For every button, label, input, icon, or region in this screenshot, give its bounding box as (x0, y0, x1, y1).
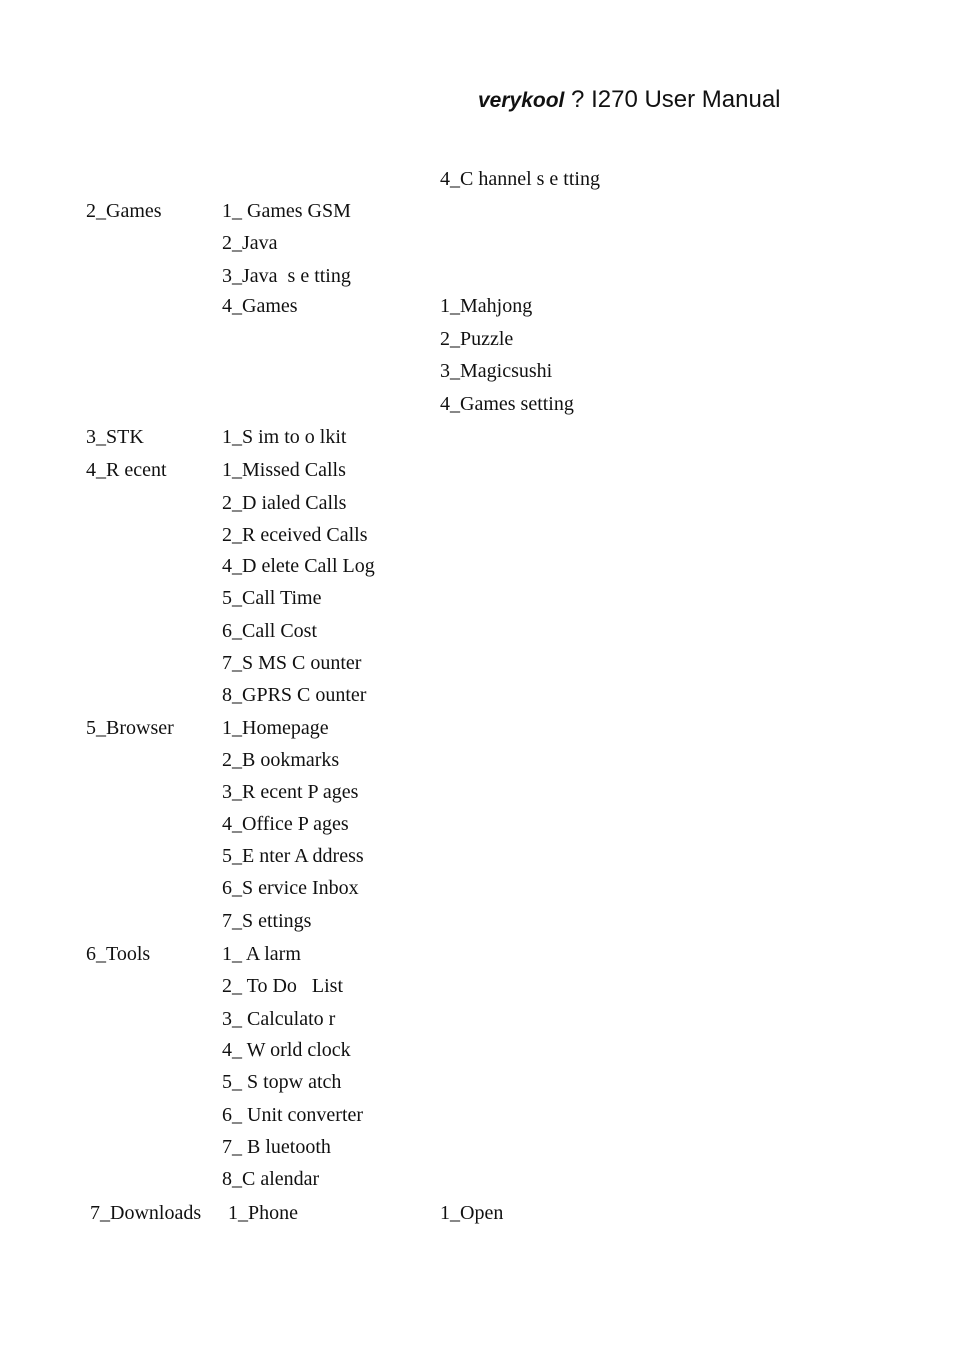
manual-title: ? I270 User Manual (564, 86, 781, 113)
menu-level-1-item: 4_R ecent (86, 459, 167, 481)
menu-level-2-item: 5_E nter A ddress (222, 845, 364, 867)
menu-level-2-item: 3_Java s e tting (222, 265, 351, 287)
menu-level-2-item: 8_GPRS C ounter (222, 684, 367, 706)
menu-level-2-item: 1_Missed Calls (222, 459, 346, 481)
menu-level-2-item: 1_Homepage (222, 717, 329, 739)
menu-level-2-item: 4_D elete Call Log (222, 555, 375, 577)
menu-level-2-item: 7_ B luetooth (222, 1136, 331, 1158)
menu-level-2-item: 6_ Unit converter (222, 1104, 364, 1126)
page-header (478, 86, 781, 114)
menu-level-2-item: 4_ W orld clock (222, 1039, 351, 1061)
menu-level-2-item: 1_ Games GSM (222, 200, 351, 222)
menu-level-2-item: 6_Call Cost (222, 620, 318, 642)
menu-level-2-item: 8_C alendar (222, 1168, 320, 1190)
menu-level-3-item: 4_Games setting (440, 393, 574, 415)
menu-level-2-item: 1_S im to o lkit (222, 426, 347, 448)
menu-level-2-item: 4_Games (222, 295, 298, 317)
menu-level-3-item: 3_Magicsushi (440, 360, 553, 382)
menu-level-2-item: 1_Phone (228, 1202, 298, 1224)
menu-level-2-item: 2_D ialed Calls (222, 492, 347, 514)
menu-level-2-item: 1_ A larm (222, 943, 301, 965)
menu-level-2-item: 7_S MS C ounter (222, 652, 362, 674)
menu-level-2-item: 3_ Calculato r (222, 1008, 336, 1030)
menu-level-2-item: 3_R ecent P ages (222, 781, 359, 803)
menu-level-3-item: 1_Mahjong (440, 295, 533, 317)
menu-level-1-item: 6_Tools (86, 943, 151, 965)
menu-level-2-item: 5_ S topw atch (222, 1071, 342, 1093)
menu-level-2-item: 2_Java (222, 232, 278, 254)
menu-level-3-item: 2_Puzzle (440, 328, 514, 350)
menu-level-2-item: 4_Office P ages (222, 813, 349, 835)
menu-level-2-item: 7_S ettings (222, 910, 312, 932)
menu-level-1-item: 7_Downloads (90, 1202, 202, 1224)
menu-level-1-item: 3_STK (86, 426, 144, 448)
menu-level-2-item: 2_R eceived Calls (222, 524, 368, 546)
menu-level-2-item: 5_Call Time (222, 587, 322, 609)
menu-level-3-item: 1_Open (440, 1202, 504, 1224)
menu-level-2-item: 2_ To Do List (222, 975, 344, 997)
menu-level-3-item: 4_C hannel s e tting (440, 168, 600, 190)
brand-name: verykool (478, 89, 565, 112)
menu-level-1-item: 5_Browser (86, 717, 174, 739)
menu-level-2-item: 6_S ervice Inbox (222, 877, 359, 899)
menu-level-1-item: 2_Games (86, 200, 162, 222)
menu-level-2-item: 2_B ookmarks (222, 749, 340, 771)
